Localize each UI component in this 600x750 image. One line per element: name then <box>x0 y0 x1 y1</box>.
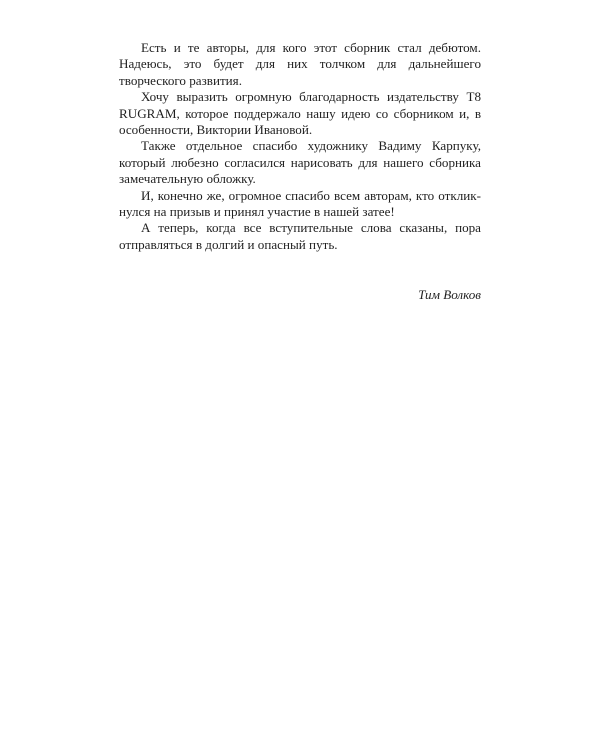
paragraph-closing: А теперь, когда все вступительные слова сказаны, пора отправляться в долгий и опасный путь. <box>119 220 481 252</box>
paragraph-artist-thanks: Также отдельное спасибо художнику Вадиму Карпуку, который любезно согласился нарисовать для нашего сборника замечательную обложку. <box>119 138 481 187</box>
body-text <box>119 40 481 253</box>
paragraph-authors-thanks: И, конечно же, огромное спасибо всем авторам, кто откликнулся на призыв и принял участие в нашей затее! <box>119 187 481 220</box>
author-signature: Тим Волков <box>418 287 481 303</box>
paragraph-publisher-thanks: Хочу выразить огромную благодарность издательству T8 RUGRAM, которое поддержало нашу идею со сборником и, в особенности, Виктории Ивановой. <box>119 89 481 138</box>
paragraph-debut-authors: Есть и те авторы, для кого этот сборник стал дебютом. Надеюсь, это будет для них толчком для дальнейшего творческого развития. <box>119 40 481 88</box>
